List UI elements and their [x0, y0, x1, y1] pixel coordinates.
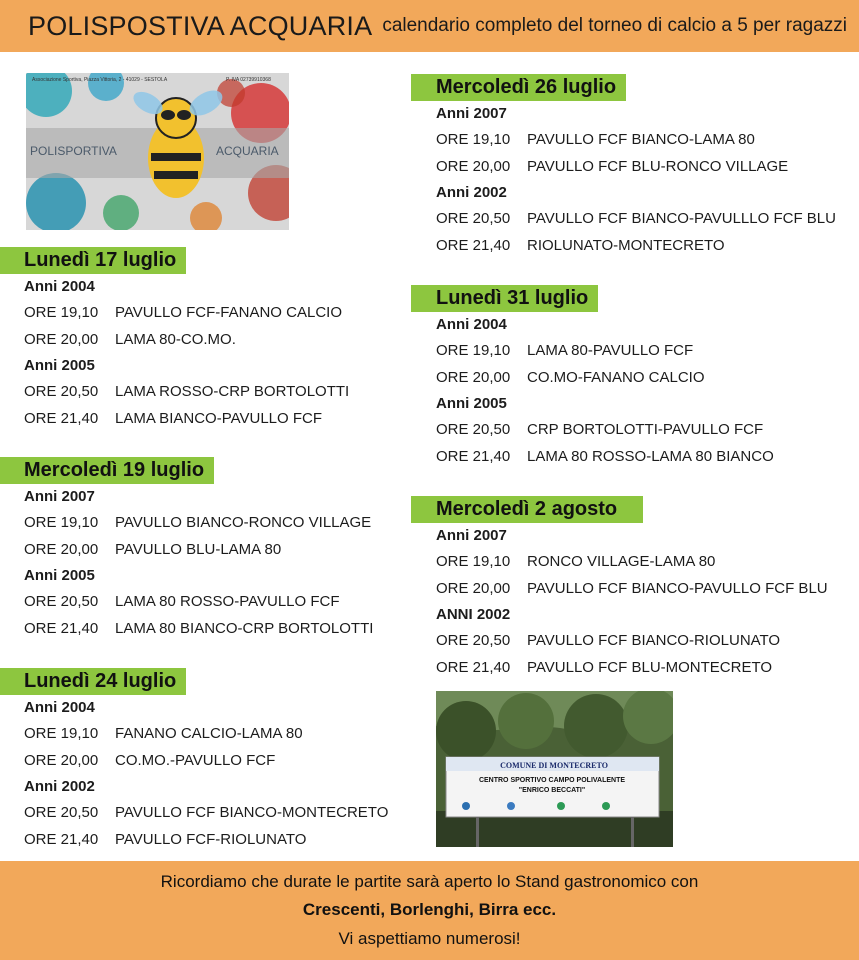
match-time: ORE 21,40: [436, 658, 511, 676]
match-teams: PAVULLO FCF-FANANO CALCIO: [115, 304, 342, 321]
match-teams: LAMA ROSSO-CRP BORTOLOTTI: [115, 383, 350, 400]
match-teams: RONCO VILLAGE-LAMA 80: [527, 553, 716, 570]
day-block-day4: [411, 74, 836, 259]
match-row: [24, 537, 373, 564]
match-teams: PAVULLO FCF BIANCO-PAVULLLO FCF BLU: [527, 210, 836, 227]
match-time: ORE 19,10: [436, 342, 511, 359]
footer-notice: Ricordiamo che durate le partite sarà aperto lo Stand gastronomico con: [160, 872, 699, 891]
match-time: ORE 20,50: [436, 210, 511, 227]
match-time: ORE 20,00: [24, 751, 99, 769]
top-banner: [0, 0, 859, 52]
match-time: ORE 20,00: [436, 579, 511, 597]
match-teams: PAVULLO FCF BIANCO-RIOLUNATO: [527, 632, 781, 649]
match-time: ORE 20,50: [24, 383, 99, 400]
year-label: Anni 2002: [436, 184, 507, 201]
match-time: ORE 19,10: [24, 304, 99, 321]
day-header: Lunedì 17 luglio: [0, 247, 186, 274]
match-row: [436, 444, 774, 471]
match-time: ORE 21,40: [436, 447, 511, 465]
match-time: ORE 20,50: [24, 804, 99, 821]
year-label: Anni 2004: [436, 316, 507, 333]
year-label: Anni 2007: [436, 105, 507, 122]
brand-title: POLISPOSTIVA ACQUARIA: [28, 10, 373, 41]
sign-top-text: COMUNE DI MONTECRETO: [500, 761, 608, 770]
logo-right-word: ACQUARIA: [216, 144, 279, 158]
footer-invite: Vi aspettiamo numerosi!: [338, 929, 521, 948]
match-row: [24, 616, 373, 643]
match-time: ORE 21,40: [24, 619, 99, 637]
logo-address: Associazione Sportiva, Piazza Vittoria, 2 - 41029 - SESTOLA: [32, 77, 168, 83]
match-row: [24, 721, 388, 748]
match-teams: LAMA 80 BIANCO-CRP BORTOLOTTI: [115, 619, 374, 637]
match-time: ORE 19,10: [24, 725, 99, 742]
match-teams: PAVULLO FCF BLU-RONCO VILLAGE: [527, 157, 789, 175]
match-row: [24, 510, 373, 537]
venue-photo: [436, 691, 673, 847]
match-time: ORE 19,10: [436, 131, 511, 148]
match-row: [24, 748, 388, 775]
match-time: ORE 21,40: [24, 830, 99, 848]
match-teams: LAMA 80 ROSSO-LAMA 80 BIANCO: [527, 447, 774, 465]
match-row: [436, 576, 828, 603]
match-row: [24, 406, 349, 433]
match-teams: PAVULLO FCF-RIOLUNATO: [115, 830, 307, 848]
match-time: ORE 20,00: [436, 157, 511, 175]
match-teams: LAMA BIANCO-PAVULLO FCF: [115, 409, 322, 427]
match-row: [436, 154, 836, 181]
club-logo-artwork: [26, 73, 289, 230]
match-time: ORE 20,50: [436, 421, 511, 438]
match-teams: CO.MO-FANANO CALCIO: [527, 368, 705, 386]
venue-photo-artwork: [436, 691, 673, 847]
match-time: ORE 19,10: [436, 553, 511, 570]
sign-line2-text: "ENRICO BECCATI": [518, 787, 586, 794]
year-label: Anni 2007: [24, 488, 95, 505]
match-time: ORE 21,40: [436, 236, 511, 254]
day-block-day5: [411, 285, 774, 470]
match-time: ORE 20,00: [24, 540, 99, 558]
match-teams: PAVULLO FCF BIANCO-PAVULLO FCF BLU: [527, 579, 828, 597]
match-row: [24, 300, 349, 327]
match-teams: LAMA 80-PAVULLO FCF: [527, 342, 694, 359]
match-row: [24, 589, 373, 616]
footer-food-list: Crescenti, Borlenghi, Birra ecc.: [302, 900, 557, 919]
year-label: Anni 2005: [24, 567, 95, 584]
match-teams: LAMA 80 ROSSO-PAVULLO FCF: [115, 593, 340, 610]
logo-vat: P. IVA 02739910368: [226, 77, 271, 83]
match-time: ORE 20,00: [436, 368, 511, 386]
match-row: [436, 338, 774, 365]
match-row: [436, 655, 828, 682]
match-row: [436, 365, 774, 392]
match-teams: FANANO CALCIO-LAMA 80: [115, 725, 303, 742]
match-time: ORE 20,50: [24, 593, 99, 610]
logo-left-word: POLISPORTIVA: [30, 144, 117, 158]
club-logo: [26, 73, 289, 230]
match-teams: RIOLUNATO-MONTECRETO: [527, 236, 725, 254]
day-header: Lunedì 31 luglio: [411, 285, 598, 312]
match-teams: LAMA 80-CO.MO.: [115, 330, 236, 348]
match-row: [436, 233, 836, 260]
match-time: ORE 19,10: [24, 514, 99, 531]
match-time: ORE 20,00: [24, 330, 99, 348]
match-row: [436, 417, 774, 444]
day-header: Mercoledì 26 luglio: [411, 74, 626, 101]
match-row: [436, 127, 836, 154]
match-teams: CRP BORTOLOTTI-PAVULLO FCF: [527, 421, 764, 438]
match-teams: PAVULLO BIANCO-RONCO VILLAGE: [115, 514, 372, 531]
year-label: ANNI 2002: [436, 606, 511, 623]
year-label: Anni 2005: [24, 357, 95, 374]
match-time: ORE 21,40: [24, 409, 99, 427]
day-header: Lunedì 24 luglio: [0, 668, 186, 695]
match-teams: PAVULLO FCF BIANCO-MONTECRETO: [115, 804, 389, 821]
day-block-day1: [0, 247, 349, 432]
bottom-banner: [0, 861, 859, 960]
day-block-day6: [411, 496, 828, 681]
match-teams: PAVULLO FCF BIANCO-LAMA 80: [527, 131, 755, 148]
year-label: Anni 2005: [436, 395, 507, 412]
match-time: ORE 20,50: [436, 632, 511, 649]
day-header: Mercoledì 19 luglio: [0, 457, 214, 484]
day-block-day3: [0, 668, 388, 853]
day-block-day2: [0, 457, 373, 642]
match-teams: PAVULLO FCF BLU-MONTECRETO: [527, 658, 773, 676]
match-row: [436, 549, 828, 576]
year-label: Anni 2004: [24, 699, 95, 716]
year-label: Anni 2002: [24, 778, 95, 795]
match-row: [24, 800, 388, 827]
match-row: [24, 379, 349, 406]
banner-subtitle: calendario completo del torneo di calcio a 5 per ragazzi: [382, 15, 848, 36]
year-label: Anni 2004: [24, 278, 95, 295]
match-teams: CO.MO.-PAVULLO FCF: [115, 751, 276, 769]
match-row: [436, 206, 836, 233]
match-row: [24, 327, 349, 354]
sign-line1-text: CENTRO SPORTIVO CAMPO POLIVALENTE: [478, 777, 626, 784]
day-header: Mercoledì 2 agosto: [411, 496, 643, 523]
match-row: [24, 827, 388, 854]
match-row: [436, 628, 828, 655]
year-label: Anni 2007: [436, 527, 507, 544]
match-teams: PAVULLO BLU-LAMA 80: [115, 540, 282, 558]
